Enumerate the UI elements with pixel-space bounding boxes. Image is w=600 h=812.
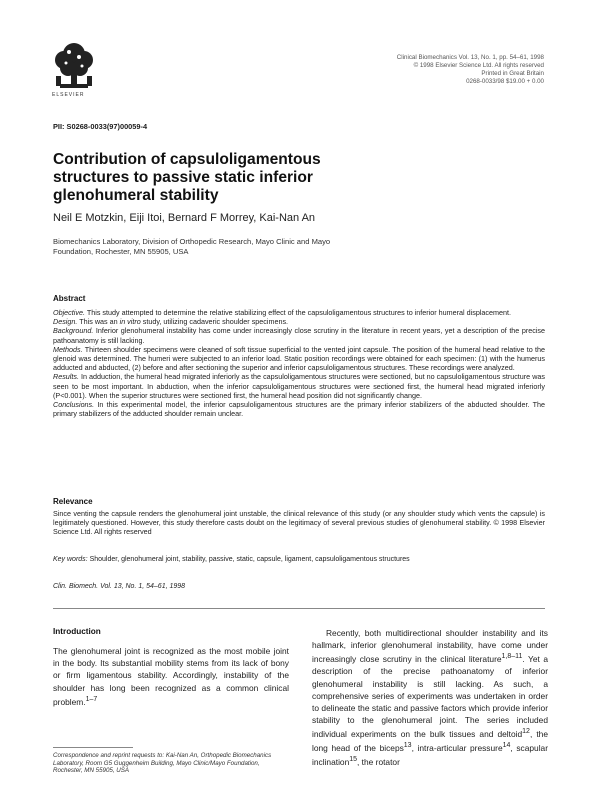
author-list: Neil E Motzkin, Eiji Itoi, Bernard F Morrey, Kai-Nan An	[53, 212, 316, 224]
citation-ref: 1,8–11	[501, 653, 523, 661]
introduction-left-column	[53, 645, 289, 708]
journal-info-line: 0268-0033/98 $19.00 + 0.00	[466, 78, 544, 85]
results-text: In adduction, the humeral head migrated inferiorly as the capsuloligamentous structures were sectioned, but no capsuloligamentous structure was seen to be most important. In abduction, when the inferior capsuloligamentous structures were sectioned first, the humeral head migrated inferiorly (P<0.001). When the superior structures were sectioned first, the humeral head position did not significantly change.	[53, 372, 545, 400]
citation-ref: 15	[349, 756, 358, 764]
conclusions-label: Conclusions.	[53, 400, 95, 410]
methods-text: Thirteen shoulder specimens were cleaned of soft tissue superficial to the vented joint capsule. The position of the humeral head relative to the glenoid was determined. The humeri were subjected to an inferior load. Static position recordings were obtained for each specimen: (1) with the humerus adducted and abducted, (2) before and after sectioning the superior and inferior capsuloligamentous structures. These recordings were analyzed.	[53, 344, 545, 373]
intro-right-text: , scapular inclination	[312, 743, 548, 768]
pii-identifier: PII: S0268-0033(97)00059-4	[53, 122, 148, 131]
intro-right-text: , the rotator	[357, 757, 400, 768]
abstract-design	[53, 317, 545, 326]
journal-info-line: Printed in Great Britain	[481, 70, 544, 77]
abstract-methods	[53, 345, 545, 373]
journal-info	[314, 54, 544, 86]
introduction-right-column	[312, 627, 548, 768]
design-text: This was an	[77, 317, 120, 327]
relevance-heading: Relevance	[53, 497, 93, 506]
intro-right-text: , the long head of the biceps	[312, 729, 548, 754]
relevance-text: Since venting the capsule renders the glenohumeral joint unstable, the clinical relevance of this study (or any shoulder study which vents the capsule) is legitimately questioned. However, this study therefore casts doubt on the legitimacy of several previous studies of glenohumeral stability. © 1998 Elsevier Science Ltd. All rights reserved	[53, 509, 545, 537]
abstract-heading: Abstract	[53, 294, 86, 303]
intro-right-text: , intra-articular pressure	[411, 743, 503, 754]
correspondence-footnote: Correspondence and reprint requests to: Kai-Nan An, Orthopedic Biomechanics Laboratory, Room G5 Guggenheim Building, Mayo Clinic/Mayo Foundation, Rochester, MN 55905, USA	[53, 752, 272, 775]
citation-ref: 1–7	[85, 695, 98, 703]
keywords-label: Key words:	[53, 556, 88, 563]
background-text: Inferior glenohumeral instability has come under increasingly close scrutiny in the literature in recent years, yet a description of the precise pathoanatomy is still lacking.	[53, 326, 545, 345]
results-label: Results.	[53, 372, 79, 382]
abstract-body	[53, 308, 545, 418]
article-citation: Clin. Biomech. Vol. 13, No. 1, 54–61, 1998	[53, 583, 186, 590]
background-label: Background.	[53, 326, 94, 336]
keywords-text: Shoulder, glenohumeral joint, stability, passive, static, capsule, ligament, capsuloligamentous structures	[87, 556, 410, 563]
intro-left-text: The glenohumeral joint is recognized as the most mobile joint in the body. Its substantial mobility stems from its lack of bony or firm ligamentous stability. Accordingly, instability of the shoulder has long been recognized as a common clinical problem.	[53, 646, 289, 707]
abstract-background	[53, 326, 545, 344]
section-divider	[53, 608, 545, 609]
citation-ref: 14	[502, 742, 511, 750]
citation-ref: 12	[522, 728, 530, 736]
methods-label: Methods.	[53, 344, 83, 354]
abstract-conclusions	[53, 400, 545, 418]
elsevier-tree-logo	[52, 40, 96, 94]
conclusions-text: In this experimental model, the inferior capsuloligamentous structures are the primary inferior stabilizers of the abducted shoulder. The primary stabilizers of the adducted shoulder remain unclear.	[53, 400, 545, 419]
intro-right-text: . Yet a description of the precise pathoanatomy of inferior glenohumeral instability is still lacking. As such, a comprehensive series of experiments was undertaken in order to delineate the static and passive factors which provide inferior stability to the glenohumeral joint. The series included individual experiments on the bulk tissues and deltoid	[312, 654, 548, 740]
intro-right-text: Recently, both multidirectional shoulder instability and its hallmark, inferior glenohumeral instability, have come under increasingly close scrutiny in the clinical literature	[312, 628, 548, 665]
publisher-logo-text: ELSEVIER	[52, 92, 85, 98]
design-text-end: study, utilizing cadaveric shoulder specimens.	[140, 317, 289, 327]
design-italic-text: in vitro	[119, 317, 141, 327]
footnote-divider	[53, 747, 133, 748]
objective-label: Objective.	[53, 308, 85, 317]
abstract-results	[53, 372, 545, 400]
citation-ref: 13	[403, 742, 412, 750]
author-affiliation: Biomechanics Laboratory, Division of Orthopedic Research, Mayo Clinic and Mayo Foundation, Rochester, MN 55905, USA	[53, 237, 331, 256]
design-label: Design.	[53, 317, 78, 327]
introduction-heading: Introduction	[53, 627, 101, 636]
abstract-objective	[53, 308, 545, 317]
article-title: Contribution of capsuloligamentous structures to passive static inferior glenohumeral stability	[53, 151, 321, 204]
keywords	[53, 555, 545, 564]
journal-info-line: Clinical Biomechanics Vol. 13, No. 1, pp. 54–61, 1998	[396, 54, 544, 61]
journal-info-line: © 1998 Elsevier Science Ltd. All rights reserved	[413, 62, 544, 69]
objective-text: This study attempted to determine the relative stabilizing effect of the capsuloligamentous structures to inferior humeral displacement.	[84, 308, 511, 317]
